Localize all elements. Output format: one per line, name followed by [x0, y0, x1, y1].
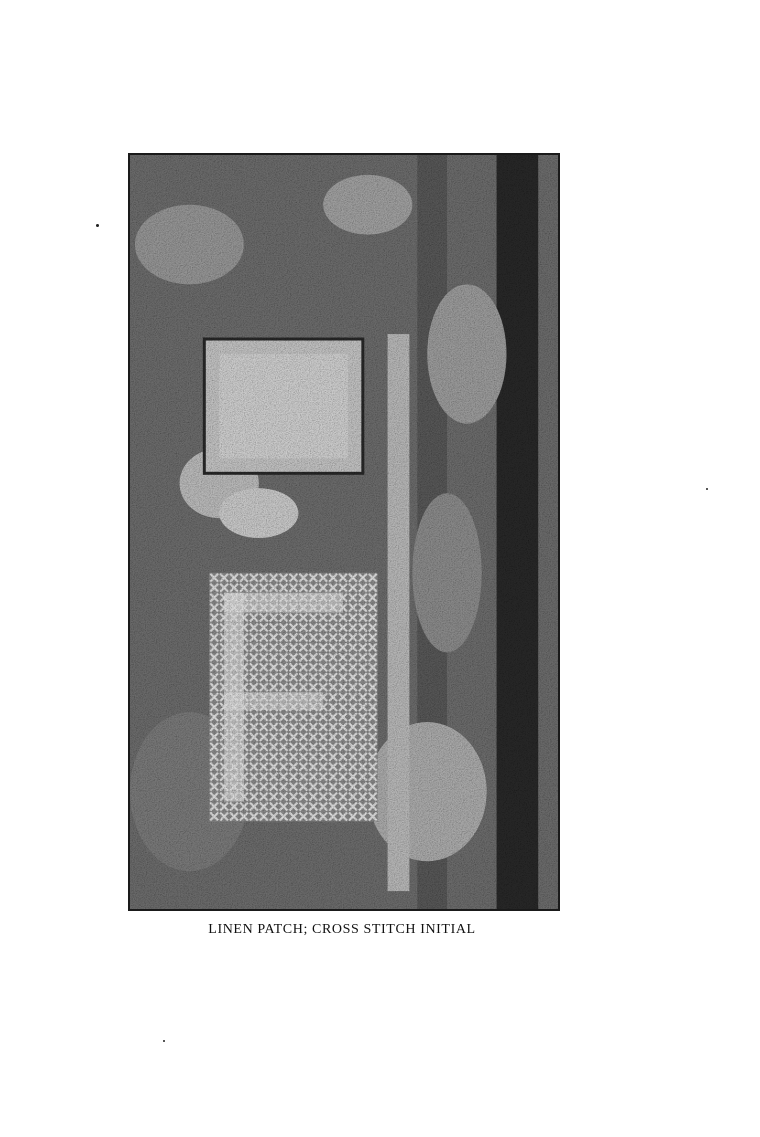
print-speck [706, 488, 708, 490]
linen-photo [130, 155, 558, 909]
print-speck [96, 224, 99, 227]
plate-photograph [128, 153, 560, 911]
plate-caption: LINEN PATCH; CROSS STITCH INITIAL [208, 922, 476, 937]
print-speck [163, 1040, 165, 1042]
